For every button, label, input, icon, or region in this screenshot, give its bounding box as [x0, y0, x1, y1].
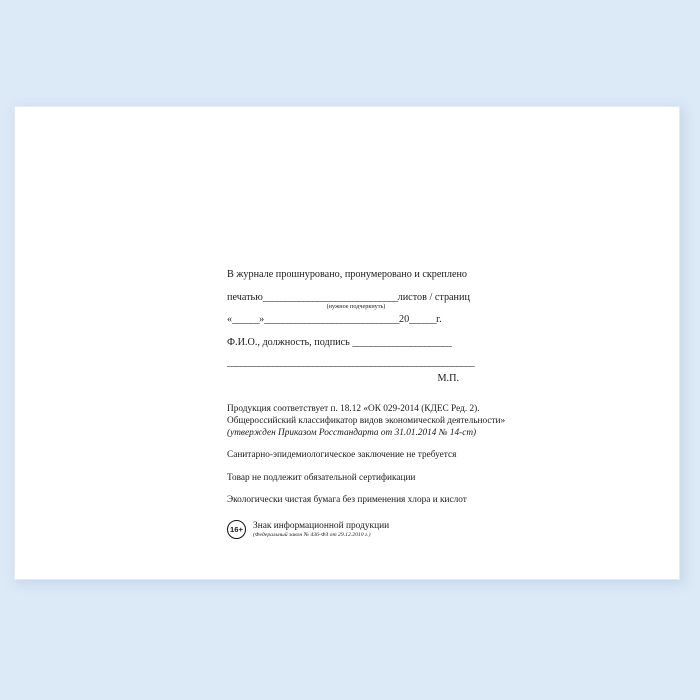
date-year-prefix: 20	[398, 313, 410, 325]
paragraph-line: Санитарно-эпидемиологическое заключение не требуется	[227, 450, 457, 461]
paragraph-sanitary	[227, 450, 647, 462]
paragraph-line: Товар не подлежит обязательной сертификации	[227, 472, 416, 483]
compliance-block	[227, 404, 647, 539]
paragraph-line: Экологически чистая бумага без применения хлора и кислот	[227, 495, 467, 506]
paragraph-okved	[227, 404, 647, 439]
seal-tail: листов / страниц	[397, 292, 470, 304]
seal-place-mark: М.П.	[437, 373, 459, 385]
date-month-fill: ______________________________	[264, 313, 399, 325]
paragraph-eco-paper	[227, 495, 647, 507]
date-open-quote: «	[227, 313, 233, 325]
seal-fill: ______________________________	[262, 292, 398, 304]
age-rating-law: (Федеральный закон № 436-ФЗ от 29.12.2010 г.)	[253, 531, 371, 538]
seal-note: (нужное подчеркнуть)	[326, 303, 386, 311]
blank-line: _______________________________________________________	[227, 357, 475, 369]
document-content	[227, 270, 647, 539]
age-rating-badge: 16+	[227, 520, 246, 539]
seal-label: печатью	[227, 292, 263, 304]
date-year-fill: ______	[409, 313, 437, 325]
certification-block	[227, 270, 647, 384]
fio-line	[227, 338, 647, 348]
fio-fill: ______________________	[352, 336, 452, 348]
date-year-suffix: г.	[436, 313, 442, 325]
paragraph-certification	[227, 473, 647, 485]
fio-label: Ф.И.О., должность, подпись	[227, 336, 350, 348]
journal-line: В журнале прошнуровано, пронумеровано и скреплено	[227, 269, 468, 280]
date-day-fill: ______	[232, 313, 260, 325]
seal-line	[227, 293, 647, 310]
age-rating-title: Знак информационной продукции	[253, 520, 390, 531]
document-page	[14, 106, 680, 580]
age-rating-row	[227, 520, 647, 539]
date-line	[227, 315, 647, 325]
paragraph-line: Общероссийский классификатор видов экономической деятельности»	[227, 416, 506, 427]
age-rating-texts	[253, 521, 389, 538]
date-close-quote: »	[259, 313, 265, 325]
paragraph-line: Продукция соответствует п. 18.12 «ОК 029-2014 (КДЕС Ред. 2).	[227, 404, 480, 415]
paragraph-line: (утвержден Приказом Росстандарта от 31.01.2014 № 14-ст)	[227, 427, 477, 438]
